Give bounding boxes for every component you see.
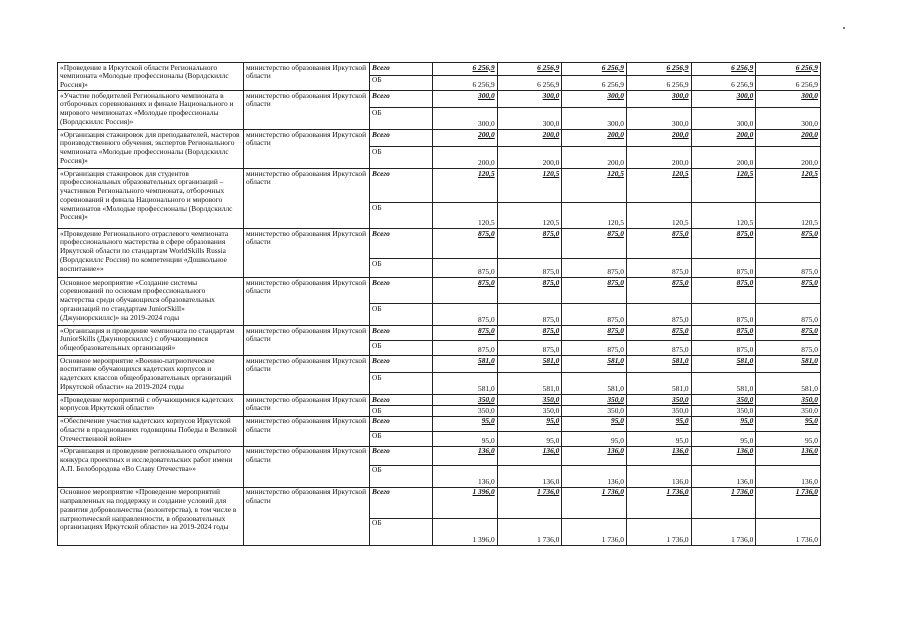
regional-amount-cell: 875,0	[756, 304, 821, 326]
total-amount-cell: 875,0	[626, 278, 691, 304]
regional-amount-cell: 300,0	[756, 108, 821, 130]
regional-amount-cell: 875,0	[497, 304, 562, 326]
regional-amount-cell: 1 736,0	[497, 518, 562, 545]
regional-amount-cell: 875,0	[756, 259, 821, 278]
total-amount-cell: 581,0	[691, 356, 756, 373]
budget-row-total	[58, 416, 821, 431]
responsible-org-cell: министерство образования Иркутской области	[244, 487, 370, 545]
regional-amount-cell: 1 736,0	[562, 518, 627, 545]
regional-amount-cell: 200,0	[562, 147, 627, 169]
funding-source-regional-label: ОБ	[370, 75, 433, 90]
total-amount-cell: 1 396,0	[433, 487, 498, 518]
regional-amount-cell: 350,0	[497, 406, 562, 417]
event-name-cell: «Участие победителей Регионального чемпионата в отборочных соревнованиях и финале Национального и мирового чемпионатах «Молодые профессионалы (Ворлдскиллс Россия)»	[58, 91, 244, 130]
regional-amount-cell: 6 256,9	[497, 75, 562, 90]
regional-amount-cell: 350,0	[433, 406, 498, 417]
regional-amount-cell: 581,0	[756, 373, 821, 395]
regional-amount-cell: 95,0	[691, 431, 756, 446]
responsible-org-cell: министерство образования Иркутской области	[244, 278, 370, 326]
total-amount-cell: 1 736,0	[497, 487, 562, 518]
budget-row-total	[58, 229, 821, 259]
funding-source-regional-label: ОБ	[370, 406, 433, 417]
regional-amount-cell: 95,0	[562, 431, 627, 446]
regional-amount-cell: 120,5	[562, 203, 627, 229]
total-amount-cell: 875,0	[756, 229, 821, 259]
total-amount-cell: 120,5	[433, 169, 498, 203]
total-amount-cell: 120,5	[562, 169, 627, 203]
regional-amount-cell: 136,0	[433, 465, 498, 487]
funding-source-total-label: Всего	[370, 130, 433, 147]
budget-row-total	[58, 91, 821, 108]
regional-amount-cell: 95,0	[626, 431, 691, 446]
regional-amount-cell: 6 256,9	[433, 75, 498, 90]
regional-amount-cell: 200,0	[626, 147, 691, 169]
total-amount-cell: 6 256,9	[691, 63, 756, 76]
regional-amount-cell: 95,0	[433, 431, 498, 446]
regional-amount-cell: 300,0	[626, 108, 691, 130]
event-name-cell: «Обеспечение участия кадетских корпусов Иркутской области в празднованиях годовщины Победы в Великой Отечественной войне»	[58, 416, 244, 446]
regional-amount-cell: 875,0	[626, 341, 691, 356]
total-amount-cell: 136,0	[562, 446, 627, 465]
funding-source-total-label: Всего	[370, 229, 433, 259]
total-amount-cell: 120,5	[691, 169, 756, 203]
regional-amount-cell: 350,0	[562, 406, 627, 417]
event-name-cell: Основное мероприятие «Проведение мероприятий направленных на поддержку и создание условий для развития добровольчества (волонтерства), в том числе в патриотической направленности, в образовательных организациях Иркутской области» на 2019-2024 годы	[58, 487, 244, 545]
total-amount-cell: 200,0	[562, 130, 627, 147]
budget-row-total	[58, 278, 821, 304]
total-amount-cell: 875,0	[626, 326, 691, 341]
total-amount-cell: 875,0	[497, 278, 562, 304]
total-amount-cell: 1 736,0	[562, 487, 627, 518]
total-amount-cell: 200,0	[433, 130, 498, 147]
total-amount-cell: 350,0	[433, 395, 498, 406]
total-amount-cell: 875,0	[626, 229, 691, 259]
funding-source-regional-label: ОБ	[370, 147, 433, 169]
scan-speck	[843, 27, 845, 29]
total-amount-cell: 200,0	[691, 130, 756, 147]
total-amount-cell: 6 256,9	[562, 63, 627, 76]
regional-amount-cell: 300,0	[497, 108, 562, 130]
total-amount-cell: 875,0	[562, 326, 627, 341]
regional-amount-cell: 1 736,0	[626, 518, 691, 545]
total-amount-cell: 95,0	[433, 416, 498, 431]
regional-amount-cell: 1 736,0	[691, 518, 756, 545]
total-amount-cell: 136,0	[433, 446, 498, 465]
regional-amount-cell: 200,0	[497, 147, 562, 169]
regional-amount-cell: 875,0	[562, 259, 627, 278]
total-amount-cell: 581,0	[433, 356, 498, 373]
total-amount-cell: 581,0	[756, 356, 821, 373]
budget-row-total	[58, 130, 821, 147]
funding-source-regional-label: ОБ	[370, 341, 433, 356]
funding-source-total-label: Всего	[370, 395, 433, 406]
regional-amount-cell: 581,0	[691, 373, 756, 395]
funding-source-regional-label: ОБ	[370, 203, 433, 229]
total-amount-cell: 300,0	[626, 91, 691, 108]
total-amount-cell: 581,0	[497, 356, 562, 373]
funding-source-regional-label: ОБ	[370, 518, 433, 545]
regional-amount-cell: 300,0	[562, 108, 627, 130]
regional-amount-cell: 875,0	[433, 304, 498, 326]
total-amount-cell: 136,0	[691, 446, 756, 465]
funding-source-total-label: Всего	[370, 326, 433, 341]
total-amount-cell: 581,0	[626, 356, 691, 373]
regional-amount-cell: 875,0	[691, 341, 756, 356]
total-amount-cell: 350,0	[691, 395, 756, 406]
event-name-cell: «Проведение Регионального отраслевого чемпионата профессионального мастерства в сфере образования Иркутской области по стандартам WorldSkills Russia (Ворлдскиллс Россия) по компетенции «Дошкольное воспитание»»	[58, 229, 244, 278]
funding-source-total-label: Всего	[370, 487, 433, 518]
regional-amount-cell: 875,0	[626, 259, 691, 278]
total-amount-cell: 875,0	[691, 229, 756, 259]
regional-amount-cell: 875,0	[691, 304, 756, 326]
total-amount-cell: 350,0	[497, 395, 562, 406]
total-amount-cell: 1 736,0	[691, 487, 756, 518]
event-name-cell: «Проведение в Иркутской области Регионального чемпионата «Молодые профессионалы (Ворлдскиллс Россия)»	[58, 63, 244, 91]
regional-amount-cell: 136,0	[626, 465, 691, 487]
funding-source-regional-label: ОБ	[370, 431, 433, 446]
responsible-org-cell: министерство образования Иркутской области	[244, 130, 370, 169]
regional-amount-cell: 581,0	[497, 373, 562, 395]
regional-amount-cell: 581,0	[562, 373, 627, 395]
regional-amount-cell: 875,0	[497, 259, 562, 278]
regional-amount-cell: 136,0	[756, 465, 821, 487]
regional-amount-cell: 200,0	[691, 147, 756, 169]
total-amount-cell: 95,0	[756, 416, 821, 431]
total-amount-cell: 120,5	[497, 169, 562, 203]
total-amount-cell: 200,0	[626, 130, 691, 147]
funding-source-regional-label: ОБ	[370, 259, 433, 278]
responsible-org-cell: министерство образования Иркутской области	[244, 326, 370, 356]
event-name-cell: «Организация стажировок для преподавателей, мастеров производственного обучения, экспертов Регионального чемпионата «Молодые профессионалы (Ворлдскиллс Россия)»	[58, 130, 244, 169]
regional-amount-cell: 581,0	[433, 373, 498, 395]
total-amount-cell: 300,0	[691, 91, 756, 108]
event-name-cell: Основное мероприятие «Военно-патриотическое воспитание обучающихся кадетских корпусов и кадетских классов общеобразовательных организаций Иркутской области» на 2019-2024 годы	[58, 356, 244, 395]
total-amount-cell: 6 256,9	[626, 63, 691, 76]
regional-amount-cell: 200,0	[756, 147, 821, 169]
total-amount-cell: 875,0	[562, 278, 627, 304]
total-amount-cell: 350,0	[626, 395, 691, 406]
event-name-cell: «Проведение мероприятий с обучающимися кадетских корпусов Иркутской области»	[58, 395, 244, 417]
responsible-org-cell: министерство образования Иркутской области	[244, 91, 370, 130]
funding-source-total-label: Всего	[370, 446, 433, 465]
total-amount-cell: 875,0	[433, 326, 498, 341]
responsible-org-cell: министерство образования Иркутской области	[244, 395, 370, 417]
total-amount-cell: 95,0	[562, 416, 627, 431]
total-amount-cell: 1 736,0	[756, 487, 821, 518]
total-amount-cell: 120,5	[756, 169, 821, 203]
total-amount-cell: 350,0	[562, 395, 627, 406]
total-amount-cell: 875,0	[691, 326, 756, 341]
event-name-cell: «Организация и проведение регионального открытого конкурса проектных и исследовательских работ имени А.П. Белобородова «Во Славу Отечества»»	[58, 446, 244, 487]
regional-amount-cell: 875,0	[433, 341, 498, 356]
total-amount-cell: 95,0	[626, 416, 691, 431]
regional-amount-cell: 350,0	[626, 406, 691, 417]
regional-amount-cell: 875,0	[562, 341, 627, 356]
regional-amount-cell: 875,0	[562, 304, 627, 326]
funding-source-regional-label: ОБ	[370, 465, 433, 487]
regional-amount-cell: 200,0	[433, 147, 498, 169]
funding-source-regional-label: ОБ	[370, 373, 433, 395]
responsible-org-cell: министерство образования Иркутской области	[244, 169, 370, 229]
regional-amount-cell: 120,5	[626, 203, 691, 229]
total-amount-cell: 1 736,0	[626, 487, 691, 518]
regional-amount-cell: 1 396,0	[433, 518, 498, 545]
budget-row-total	[58, 487, 821, 518]
regional-amount-cell: 95,0	[756, 431, 821, 446]
funding-source-total-label: Всего	[370, 356, 433, 373]
total-amount-cell: 350,0	[756, 395, 821, 406]
budget-row-total	[58, 169, 821, 203]
total-amount-cell: 875,0	[497, 229, 562, 259]
budget-table	[57, 62, 821, 546]
regional-amount-cell: 136,0	[497, 465, 562, 487]
budget-row-total	[58, 356, 821, 373]
regional-amount-cell: 136,0	[691, 465, 756, 487]
regional-amount-cell: 120,5	[497, 203, 562, 229]
total-amount-cell: 875,0	[433, 229, 498, 259]
regional-amount-cell: 95,0	[497, 431, 562, 446]
responsible-org-cell: министерство образования Иркутской области	[244, 356, 370, 395]
regional-amount-cell: 300,0	[433, 108, 498, 130]
responsible-org-cell: министерство образования Иркутской области	[244, 63, 370, 91]
total-amount-cell: 875,0	[756, 278, 821, 304]
funding-source-total-label: Всего	[370, 169, 433, 203]
total-amount-cell: 200,0	[756, 130, 821, 147]
total-amount-cell: 300,0	[433, 91, 498, 108]
regional-amount-cell: 300,0	[691, 108, 756, 130]
regional-amount-cell: 6 256,9	[756, 75, 821, 90]
regional-amount-cell: 875,0	[691, 259, 756, 278]
regional-amount-cell: 120,5	[691, 203, 756, 229]
total-amount-cell: 95,0	[691, 416, 756, 431]
budget-row-total	[58, 446, 821, 465]
regional-amount-cell: 120,5	[756, 203, 821, 229]
regional-amount-cell: 1 736,0	[756, 518, 821, 545]
regional-amount-cell: 581,0	[626, 373, 691, 395]
funding-source-total-label: Всего	[370, 63, 433, 76]
total-amount-cell: 120,5	[626, 169, 691, 203]
event-name-cell: «Организация стажировок для студентов профессиональных образовательных организаций – участников Регионального чемпионата, отборочных соревнований и финала Национального и мирового чемпионатов «Молодые профессионалы (Ворлдскиллс Россия)»	[58, 169, 244, 229]
funding-source-total-label: Всего	[370, 416, 433, 431]
responsible-org-cell: министерство образования Иркутской области	[244, 416, 370, 446]
funding-source-regional-label: ОБ	[370, 304, 433, 326]
regional-amount-cell: 875,0	[497, 341, 562, 356]
total-amount-cell: 875,0	[562, 229, 627, 259]
total-amount-cell: 6 256,9	[433, 63, 498, 76]
total-amount-cell: 300,0	[562, 91, 627, 108]
total-amount-cell: 581,0	[562, 356, 627, 373]
responsible-org-cell: министерство образования Иркутской области	[244, 229, 370, 278]
regional-amount-cell: 350,0	[691, 406, 756, 417]
budget-row-total	[58, 63, 821, 76]
budget-row-total	[58, 326, 821, 341]
total-amount-cell: 300,0	[497, 91, 562, 108]
total-amount-cell: 875,0	[497, 326, 562, 341]
funding-source-total-label: Всего	[370, 91, 433, 108]
event-name-cell: Основное мероприятие «Создание системы соревнований по основам профессионального мастерства среди обучающихся образовательных организаций по стандартам JuniorSkill» (Джуниорскиллс)» на 2019-2024 годы	[58, 278, 244, 326]
total-amount-cell: 875,0	[756, 326, 821, 341]
total-amount-cell: 95,0	[497, 416, 562, 431]
regional-amount-cell: 350,0	[756, 406, 821, 417]
funding-source-regional-label: ОБ	[370, 108, 433, 130]
regional-amount-cell: 6 256,9	[626, 75, 691, 90]
total-amount-cell: 200,0	[497, 130, 562, 147]
budget-table-body	[58, 63, 821, 546]
regional-amount-cell: 875,0	[433, 259, 498, 278]
regional-amount-cell: 120,5	[433, 203, 498, 229]
responsible-org-cell: министерство образования Иркутской области	[244, 446, 370, 487]
regional-amount-cell: 6 256,9	[691, 75, 756, 90]
total-amount-cell: 300,0	[756, 91, 821, 108]
total-amount-cell: 6 256,9	[756, 63, 821, 76]
regional-amount-cell: 875,0	[626, 304, 691, 326]
funding-source-total-label: Всего	[370, 278, 433, 304]
regional-amount-cell: 136,0	[562, 465, 627, 487]
total-amount-cell: 136,0	[497, 446, 562, 465]
budget-row-total	[58, 395, 821, 406]
total-amount-cell: 875,0	[691, 278, 756, 304]
regional-amount-cell: 6 256,9	[562, 75, 627, 90]
total-amount-cell: 136,0	[756, 446, 821, 465]
total-amount-cell: 136,0	[626, 446, 691, 465]
total-amount-cell: 875,0	[433, 278, 498, 304]
event-name-cell: «Организация и проведение чемпионата по стандартам JuniorSkills (Джуниорскиллс) с обучающимися общеобразовательных организаций»	[58, 326, 244, 356]
regional-amount-cell: 875,0	[756, 341, 821, 356]
total-amount-cell: 6 256,9	[497, 63, 562, 76]
